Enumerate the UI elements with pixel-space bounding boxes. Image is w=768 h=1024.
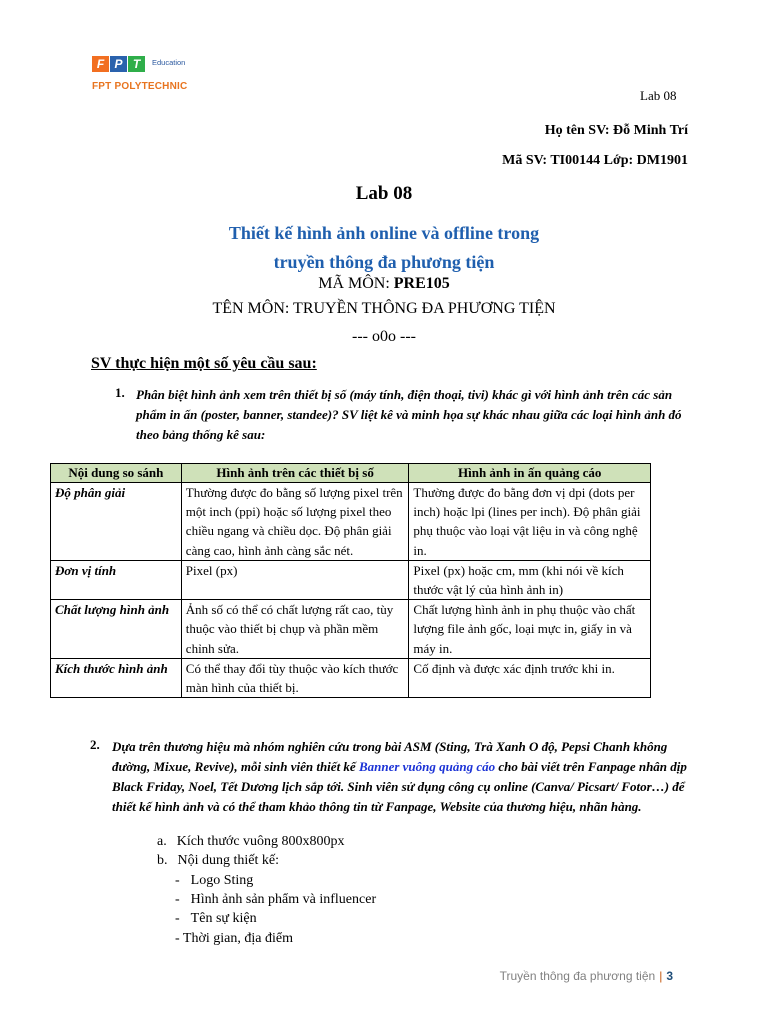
- question-2-number: 2.: [90, 737, 100, 752]
- fpt-letter-f: F: [92, 56, 109, 72]
- table-criterion-cell: Kích thước hình ảnh: [51, 658, 182, 697]
- fpt-letter-t: T: [128, 56, 145, 72]
- subject-code-value: PRE105: [393, 275, 450, 292]
- question-1-text: Phân biệt hình ảnh xem trên thiết bị số (máy tính, điện thoại, tivi) khác gì với hình ảnh trên các sản phẩm in ấn (poster, banner, standee)? SV liệt kê và minh họa sự khác nhau giữa các loại hình ảnh đó theo bảng thống kê sau:: [136, 387, 682, 442]
- question-2-text: [112, 737, 702, 817]
- sub-item-b: [157, 853, 279, 869]
- table-header-cell: Hình ảnh trên các thiết bị số: [181, 464, 409, 483]
- student-name: Họ tên SV: Đỗ Minh Trí: [544, 123, 688, 138]
- bullet-item: [175, 911, 257, 927]
- lab-title: Lab 08: [355, 183, 413, 204]
- bullet-marker: -: [175, 873, 180, 888]
- question-2-text-before: Dựa trên thương hiệu mà nhóm nghiên cứu trong bài ASM (Sting, Trà Xanh O độ, Pepsi Chanh không đường, Mixue, Revive), mỗi sinh viên thiết kế: [112, 739, 668, 774]
- subject-code: [0, 275, 768, 293]
- subject-code-prefix: MÃ MÔN:: [318, 275, 394, 292]
- bullet-marker: -: [175, 892, 180, 907]
- table-row: [51, 483, 651, 561]
- bullet-item: [175, 873, 253, 889]
- table-cell: Cố định và được xác định trước khi in.: [409, 658, 651, 697]
- footer-separator: |: [659, 969, 663, 983]
- table-cell: Thường được đo bằng đơn vị dpi (dots per inch) hoặc lpi (lines per inch). Độ phân giải phụ thuộc vào loại vật liệu in và công nghệ in.: [409, 483, 651, 561]
- table-cell: Ảnh số có thể có chất lượng rất cao, tùy thuộc vào thiết bị chụp và phần mềm chỉnh sửa.: [181, 600, 409, 659]
- page-footer: [500, 969, 673, 983]
- table-cell: Có thể thay đổi tùy thuộc vào kích thước màn hình của thiết bị.: [181, 658, 409, 697]
- table-row: [51, 600, 651, 659]
- table-header-row: [51, 464, 651, 483]
- footer-text: Truyền thông đa phương tiện: [499, 969, 656, 983]
- bullet-text: Hình ảnh sản phẩm và influencer: [190, 892, 377, 907]
- last-line-item: - Thời gian, địa điểm: [175, 931, 293, 946]
- bullet-item: [175, 892, 376, 908]
- bullet-text: Logo Sting: [190, 873, 254, 888]
- table-cell: Thường được đo bằng số lượng pixel trên một inch (ppi) hoặc số lượng pixel theo chiều ngang và chiều dọc. Độ phân giải càng cao, hình ảnh càng sắc nét.: [181, 483, 409, 561]
- comparison-table: [50, 463, 651, 698]
- header-lab-label: Lab 08: [640, 88, 677, 103]
- instruction-heading: SV thực hiện một số yêu cầu sau:: [91, 355, 317, 372]
- main-title-line-2: truyền thông đa phương tiện: [273, 252, 495, 272]
- table-criterion-cell: Đơn vị tính: [51, 560, 182, 599]
- question-2-text-after: cho bài viết trên Fanpage nhân dịp Black Friday, Noel, Tết Dương lịch sắp tới. Sinh viên sử dụng công cụ online (Canva/ Picsart/ Fotor…) để thiết kế hình ảnh và có thể tham khảo thông tin từ Fanpage, Website của thương hiệu, nhãn hàng.: [112, 759, 687, 814]
- sub-item-a: [157, 834, 345, 850]
- table-cell: Pixel (px) hoặc cm, mm (khi nói về kích thước vật lý của hình ảnh in): [409, 560, 651, 599]
- table-cell: Chất lượng hình ảnh in phụ thuộc vào chất lượng file ảnh gốc, loại mực in, giấy in và máy in.: [409, 600, 651, 659]
- bullet-text: Tên sự kiện: [190, 911, 257, 926]
- bullet-marker: -: [175, 911, 180, 926]
- student-id-class: Mã SV: TI00144 Lớp: DM1901: [502, 153, 688, 168]
- table-header-cell: Nội dung so sánh: [51, 464, 182, 483]
- main-title-line-1: Thiết kế hình ảnh online và offline trong: [228, 223, 540, 243]
- table-criterion-cell: Độ phân giải: [51, 483, 182, 561]
- main-title: [0, 219, 768, 277]
- question-1-number: 1.: [115, 385, 125, 400]
- sub-item-a-text: Kích thước vuông 800x800px: [176, 834, 345, 849]
- table-row: [51, 560, 651, 599]
- logo-school-name: FPT POLYTECHNIC: [92, 81, 188, 92]
- sub-item-b-text: Nội dung thiết kế:: [177, 853, 279, 868]
- sub-item-a-marker: a.: [157, 834, 167, 849]
- fpt-letters: [92, 56, 145, 72]
- fpt-polytechnic-logo: [92, 52, 222, 98]
- logo-education-text: Education: [152, 58, 186, 67]
- title-separator: --- o0o ---: [352, 328, 416, 345]
- table-cell: Pixel (px): [181, 560, 409, 599]
- table-criterion-cell: Chất lượng hình ảnh: [51, 600, 182, 659]
- page-number: 3: [666, 969, 673, 983]
- question-2-highlight: Banner vuông quảng cáo: [358, 759, 496, 774]
- table-row: [51, 658, 651, 697]
- subject-name: TÊN MÔN: TRUYỀN THÔNG ĐA PHƯƠNG TIỆN: [212, 300, 556, 317]
- sub-item-b-marker: b.: [157, 853, 168, 868]
- fpt-letter-p: P: [110, 56, 127, 72]
- table-header-cell: Hình ảnh in ấn quảng cáo: [409, 464, 651, 483]
